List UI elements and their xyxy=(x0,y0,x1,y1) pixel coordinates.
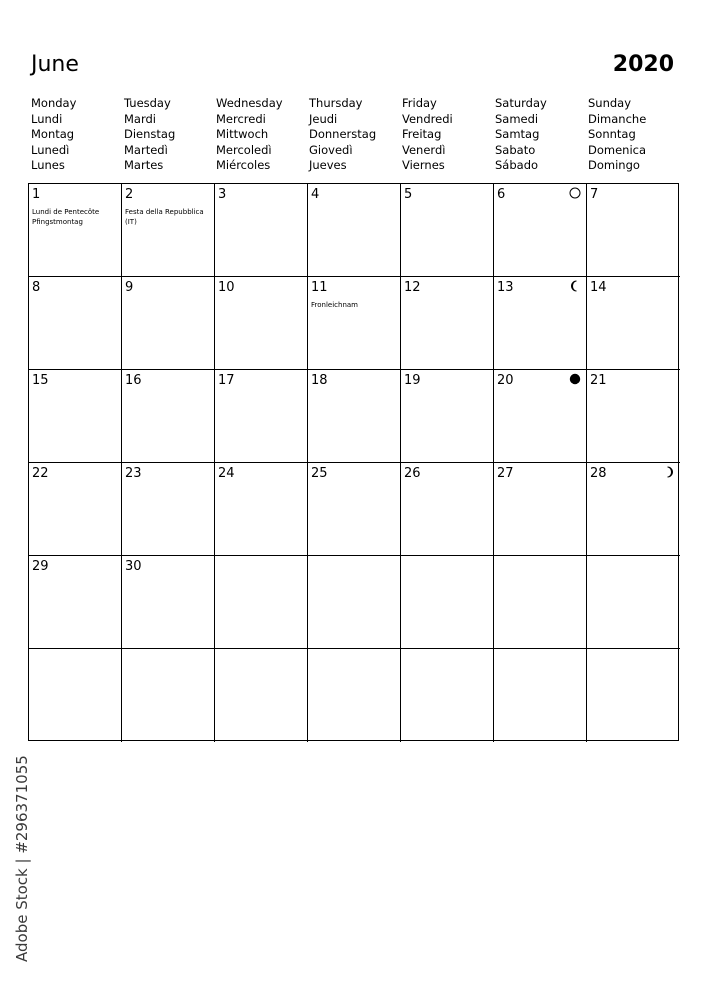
holiday-line: Fronleichnam xyxy=(311,301,358,309)
day-cell xyxy=(122,277,215,370)
day-cell xyxy=(587,463,680,556)
day-cell xyxy=(29,370,122,463)
day-cell xyxy=(401,649,494,742)
day-cell xyxy=(29,184,122,277)
date-number: 21 xyxy=(590,373,607,388)
weekday-name: Vendredi xyxy=(402,111,453,126)
weekday-name: Donnerstag xyxy=(309,127,377,141)
holiday-line: Pfingstmontag xyxy=(32,217,83,226)
day-cell xyxy=(308,184,401,277)
weekday-header-column xyxy=(588,96,646,174)
day-cell xyxy=(587,370,680,463)
date-number: 27 xyxy=(497,466,514,481)
day-cell xyxy=(215,649,308,742)
weekday-name: Lunedì xyxy=(31,142,70,157)
weekday-header-column xyxy=(309,96,376,174)
date-number: 8 xyxy=(32,280,41,295)
date-number: 5 xyxy=(404,187,413,202)
date-number: 2 xyxy=(125,187,134,202)
holiday-line: Lundi de Pentecôte xyxy=(32,208,100,216)
weekday-name: Samedi xyxy=(495,111,539,126)
weekday-name: Sunday xyxy=(588,96,632,110)
day-cell xyxy=(122,370,215,463)
weekday-name: Martedì xyxy=(124,142,168,157)
weekday-name: Mittwoch xyxy=(216,127,269,141)
day-cell xyxy=(29,556,122,649)
new-moon-icon xyxy=(569,373,581,385)
date-number: 13 xyxy=(497,280,514,295)
date-number: 4 xyxy=(311,187,320,202)
date-number: 3 xyxy=(218,187,227,202)
weekday-name: Lundi xyxy=(31,111,63,126)
day-cell xyxy=(587,649,680,742)
last-quarter-moon-icon xyxy=(569,280,581,292)
day-cell xyxy=(587,277,680,370)
day-cell xyxy=(494,649,587,742)
day-cell xyxy=(401,277,494,370)
holiday-line: Festa della Repubblica xyxy=(125,208,204,216)
weekday-name: Samtag xyxy=(495,127,540,141)
weekday-name: Mercredi xyxy=(216,111,266,126)
date-number: 17 xyxy=(218,373,235,388)
day-cell xyxy=(308,649,401,742)
calendar-grid xyxy=(28,183,679,741)
date-number: 9 xyxy=(125,280,134,295)
date-number: 10 xyxy=(218,280,235,295)
holiday-label xyxy=(32,208,119,227)
weekday-name: Wednesday xyxy=(216,96,283,110)
watermark-text: Adobe Stock | #296371055 xyxy=(13,755,31,962)
holiday-label xyxy=(125,208,212,227)
date-number: 24 xyxy=(218,466,235,481)
day-cell xyxy=(308,463,401,556)
weekday-name: Lunes xyxy=(31,158,65,172)
full-moon-icon xyxy=(569,187,581,199)
date-number: 7 xyxy=(590,187,599,202)
day-cell xyxy=(215,556,308,649)
date-number: 12 xyxy=(404,280,421,295)
weekday-header-column xyxy=(495,96,547,174)
day-cell xyxy=(215,277,308,370)
date-number: 29 xyxy=(32,559,49,574)
date-number: 11 xyxy=(311,280,328,295)
holiday-line: (IT) xyxy=(125,217,137,226)
weekday-name: Freitag xyxy=(402,127,442,141)
month-title: June xyxy=(31,52,79,77)
day-cell xyxy=(401,184,494,277)
weekday-header-column xyxy=(31,96,76,174)
weekday-header-column xyxy=(216,96,283,174)
weekday-name: Domingo xyxy=(588,158,640,172)
day-cell xyxy=(587,556,680,649)
day-cell xyxy=(401,463,494,556)
weekday-name: Monday xyxy=(31,96,77,110)
date-number: 22 xyxy=(32,466,49,481)
weekday-header-column xyxy=(124,96,175,174)
day-cell xyxy=(308,277,401,370)
day-cell xyxy=(215,370,308,463)
weekday-name: Giovedì xyxy=(309,142,353,157)
weekday-name: Venerdì xyxy=(402,142,446,157)
date-number: 6 xyxy=(497,187,506,202)
date-number: 15 xyxy=(32,373,49,388)
day-cell xyxy=(122,649,215,742)
weekday-name: Montag xyxy=(31,127,75,141)
weekday-name: Sábado xyxy=(495,158,539,172)
day-cell xyxy=(401,370,494,463)
weekday-name: Dienstag xyxy=(124,127,176,141)
day-cell xyxy=(215,463,308,556)
date-number: 16 xyxy=(125,373,142,388)
weekday-name: Friday xyxy=(402,96,437,110)
weekday-name: Viernes xyxy=(402,158,445,172)
weekday-name: Mercoledì xyxy=(216,142,272,157)
date-number: 1 xyxy=(32,187,41,202)
day-cell xyxy=(494,556,587,649)
weekday-name: Saturday xyxy=(495,96,547,110)
weekday-name: Mardi xyxy=(124,111,156,126)
day-cell xyxy=(308,370,401,463)
day-cell xyxy=(122,556,215,649)
weekday-name: Martes xyxy=(124,158,164,172)
day-cell xyxy=(308,556,401,649)
day-cell xyxy=(29,463,122,556)
weekday-name: Jueves xyxy=(309,158,347,172)
weekday-header-column xyxy=(402,96,453,174)
date-number: 19 xyxy=(404,373,421,388)
weekday-name: Thursday xyxy=(309,96,363,110)
weekday-name: Tuesday xyxy=(124,96,171,110)
date-number: 26 xyxy=(404,466,421,481)
day-cell xyxy=(29,277,122,370)
holiday-label xyxy=(311,301,398,311)
weekday-name: Dimanche xyxy=(588,111,647,126)
date-number: 23 xyxy=(125,466,142,481)
weekday-name: Domenica xyxy=(588,142,647,157)
first-quarter-moon-icon xyxy=(663,466,675,478)
date-number: 20 xyxy=(497,373,514,388)
day-cell xyxy=(215,184,308,277)
day-cell xyxy=(494,463,587,556)
weekday-name: Sonntag xyxy=(588,127,636,141)
day-cell xyxy=(29,649,122,742)
date-number: 18 xyxy=(311,373,328,388)
day-cell xyxy=(587,184,680,277)
day-cell xyxy=(494,370,587,463)
day-cell xyxy=(122,184,215,277)
date-number: 14 xyxy=(590,280,607,295)
date-number: 25 xyxy=(311,466,328,481)
weekday-name: Sabato xyxy=(495,142,536,157)
day-cell xyxy=(494,184,587,277)
date-number: 28 xyxy=(590,466,607,481)
day-cell xyxy=(494,277,587,370)
weekday-name: Miércoles xyxy=(216,158,271,172)
day-cell xyxy=(122,463,215,556)
date-number: 30 xyxy=(125,559,142,574)
year-title: 2020 xyxy=(612,52,674,77)
day-cell xyxy=(401,556,494,649)
weekday-name: Jeudi xyxy=(309,111,338,126)
